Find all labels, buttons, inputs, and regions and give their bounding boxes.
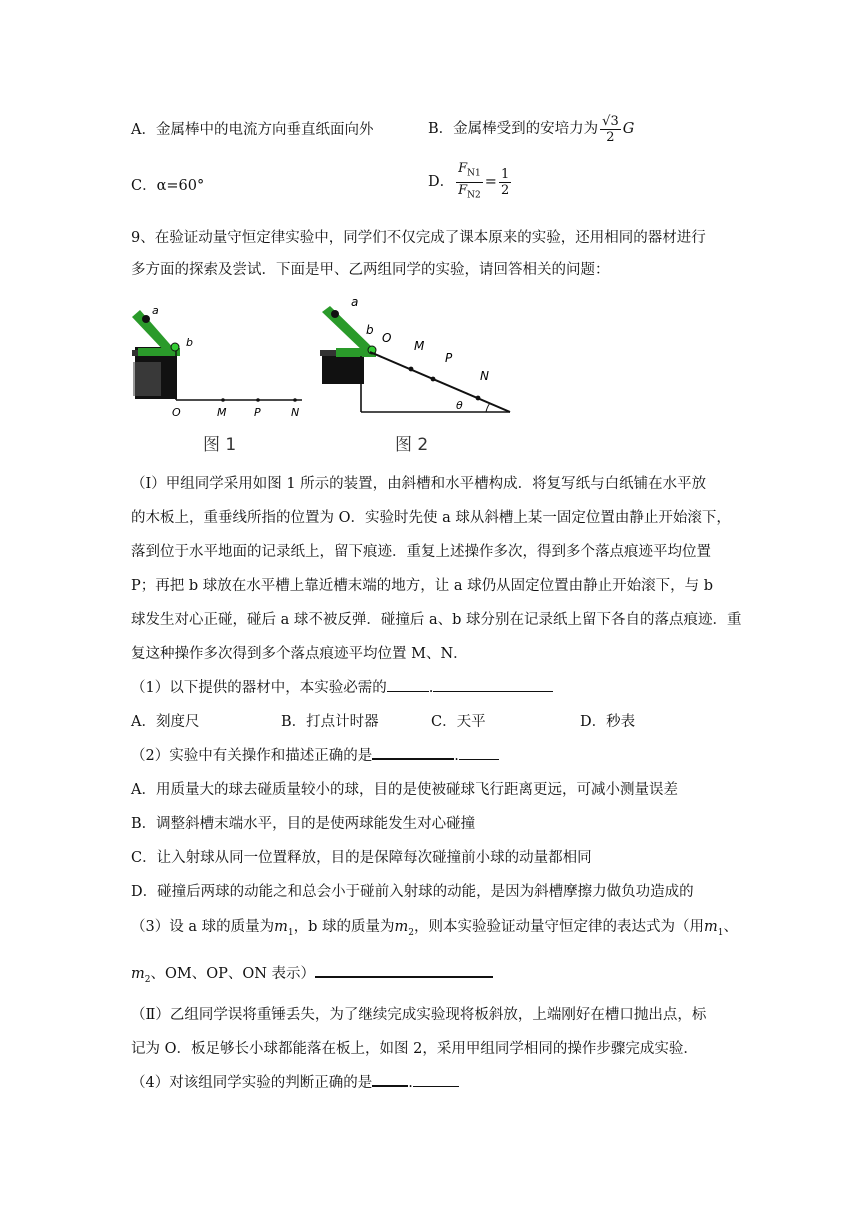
part1-line: 落到位于水平地面的记录纸上，留下痕迹．重复上述操作多次，得到多个落点痕迹平均位置 — [131, 544, 711, 560]
q2-text: （2）实验中有关操作和描述正确的是 — [131, 748, 373, 764]
fraction-numerator: 1 — [500, 166, 510, 182]
fig1-label-m: M — [217, 406, 227, 419]
q2-option-d: D．碰撞后两球的动能之和总会小于碰前入射球的动能，是因为斜槽摩擦力做负功造成的 — [131, 884, 694, 900]
q2-option-c: C．让入射球从同一位置释放，目的是保障每次碰撞前小球的动量都相同 — [131, 850, 592, 866]
q1-option-b: B．打点计时器 — [281, 714, 379, 730]
fraction-denominator: 2 — [606, 129, 615, 145]
part1-line: （Ⅰ）甲组同学采用如图 1 所示的装置，由斜槽和水平槽构成．将复写纸与白纸铺在水平放 — [131, 476, 707, 492]
part1-line: 复这种操作多次得到多个落点痕迹平均位置 M、N． — [131, 646, 468, 662]
q4-answer-blank[interactable] — [372, 1071, 408, 1087]
q2-option-a: A．用质量大的球去碰质量较小的球，目的是使被碰球飞行距离更远，可减小测量误差 — [131, 782, 678, 798]
fig2-label-o: O — [382, 331, 392, 345]
fig1-label-a: a — [152, 304, 159, 317]
option-d-fraction-1 — [456, 161, 483, 203]
option-b-ampere-force — [428, 107, 634, 151]
fraction-denominator: $F_{N2}$ — [458, 182, 481, 201]
option-b-fraction — [600, 114, 621, 145]
q2-answer-blank[interactable] — [372, 744, 454, 760]
fraction-numerator: √3 — [602, 113, 619, 129]
fig1-label-p: P — [254, 406, 261, 419]
fig1-ball-b — [171, 343, 179, 351]
fig2-ball-a — [331, 310, 339, 318]
equals-sign: = — [484, 174, 497, 190]
q3-answer-blank[interactable] — [315, 962, 493, 978]
fig2-caption: 图 2 — [395, 435, 429, 455]
q4-stem: （4）对该组同学实验的判断正确的是 . — [131, 1071, 459, 1092]
fig2-label-theta: θ — [456, 399, 463, 412]
q1-stem: （1）以下提供的器材中，本实验必需的 . — [131, 676, 553, 697]
fig1-caption: 图 1 — [203, 435, 237, 455]
option-a-current-direction: A．金属棒中的电流方向垂直纸面向外 — [131, 122, 374, 138]
q1-answer-blank[interactable] — [387, 677, 429, 692]
part1-line: 的木板上，重垂线所指的位置为 O．实验时先使 a 球从斜槽上某一固定位置由静止开始滚下， — [131, 510, 731, 526]
q2-answer-blank-2[interactable] — [459, 745, 499, 760]
fig1-label-n: N — [291, 406, 300, 419]
q1-text: （1）以下提供的器材中，本实验必需的 — [131, 680, 387, 696]
q1-option-c: C．天平 — [431, 714, 486, 730]
q1-option-d: D．秒表 — [580, 714, 636, 730]
figure-2 — [320, 295, 510, 455]
option-b-suffix: G — [622, 121, 635, 137]
q1-option-a: A．刻度尺 — [131, 714, 200, 730]
option-c-alpha: C．α=60° — [131, 178, 205, 194]
option-d-prefix: D． — [428, 174, 455, 190]
q2-stem: （2）实验中有关操作和描述正确的是 . — [131, 744, 499, 765]
fig1-label-b: b — [186, 336, 193, 349]
q2-option-b: B．调整斜槽末端水平，目的是使两球能发生对心碰撞 — [131, 816, 476, 832]
q1-answer-blank-2[interactable] — [433, 677, 553, 692]
part1-line: 球发生对心正碰，碰后 a 球不被反弹．碰撞后 a、b 球分别在记录纸上留下各自的落点痕迹．重 — [131, 612, 742, 628]
fraction-denominator: 2 — [500, 182, 510, 198]
fig2-label-a: a — [351, 295, 359, 309]
fig2-incline — [370, 352, 510, 412]
option-d-fraction-2 — [499, 167, 511, 198]
q3-stem-line-2: $m_2$、OM、OP、ON 表示） — [131, 962, 493, 985]
q3-stem-line-1: （3）设 a 球的质量为$m_1$，b 球的质量为$m_2$，则本实验验证动量守恒定律的表达式为（用$m_1$、 — [131, 919, 738, 938]
q4-text: （4）对该组同学实验的判断正确的是 — [131, 1075, 373, 1091]
fig1-ball-a — [142, 315, 150, 323]
q9-intro-line-1: 9、在验证动量守恒定律实验中，同学们不仅完成了课本原来的实验，还用相同的器材进行 — [131, 230, 706, 246]
fig2-label-m: M — [414, 339, 425, 353]
fig2-label-n: N — [480, 369, 489, 383]
q9-intro-line-2: 多方面的探索及尝试．下面是甲、乙两组同学的实验，请回答相关的问题： — [131, 262, 610, 278]
part2-line: （Ⅱ）乙组同学误将重锤丢失，为了继续完成实验现将板斜放，上端刚好在槽口抛出点，标 — [131, 1007, 707, 1023]
part2-line: 记为 O．板足够长小球都能落在板上，如图 2，采用甲组同学相同的操作步骤完成实验． — [131, 1041, 698, 1057]
experiment-figures — [130, 292, 520, 462]
fig2-label-p: P — [445, 351, 453, 365]
fraction-numerator: $F_{N1}$ — [456, 161, 483, 183]
fig2-label-b: b — [366, 323, 374, 337]
option-d-force-ratio — [428, 160, 513, 204]
part1-line: P；再把 b 球放在水平槽上靠近槽末端的地方，让 a 球仍从固定位置由静止开始滚下，与 b — [131, 578, 714, 594]
fig1-label-o: O — [172, 406, 181, 419]
option-b-prefix: B．金属棒受到的安培力为 — [428, 121, 599, 137]
figure-1 — [132, 304, 302, 455]
q4-answer-blank-2[interactable] — [413, 1072, 459, 1087]
